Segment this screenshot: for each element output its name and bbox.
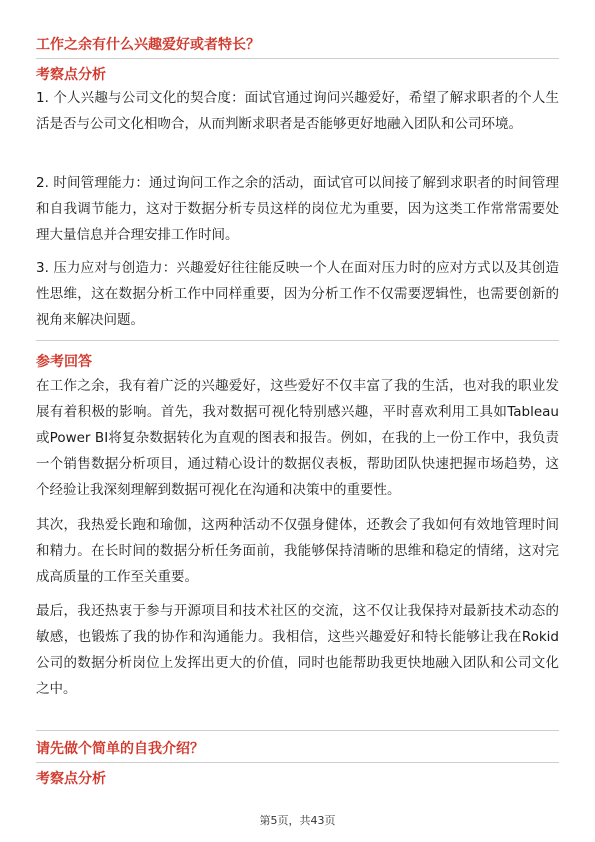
question-title: 工作之余有什么兴趣爱好或者特长？ — [36, 37, 260, 53]
answer-paragraph: 最后，我还热衷于参与开源项目和技术社区的交流，这不仅让我保持对最新技术动态的敏感，也锻炼了我的协作和沟通能力。我相信，这些兴趣爱好和特长能够让我在Rokid公司的数据分析岗位上发挥出更大的价值，同时也能帮助我更快地融入团队和公司文化之中。 — [36, 603, 559, 697]
divider — [36, 762, 559, 763]
divider — [36, 730, 559, 731]
answer-paragraph: 在工作之余，我有着广泛的兴趣爱好，这些爱好不仅丰富了我的生活，也对我的职业发展有着积极的影响。首先，我对数据可视化特别感兴趣，平时喜欢利用工具如Tableau或Power BI将复杂数据转化为直观的图表和报告。例如，在我的上一份工作中，我负责一个销售数据分析项目，通过精心设计的数据仪表板，帮助团队快速把握市场趋势，这个经验让我深刻理解到数据可视化在沟通和决策中的重要性。 — [36, 378, 559, 498]
question-title: 请先做个简单的自我介绍？ — [36, 741, 204, 757]
analysis-item: 2. 时间管理能力：通过询问工作之余的活动，面试官可以间接了解到求职者的时间管理和自我调节能力，这对于数据分析专员这样的岗位尤为重要，因为这类工作常常需要处理大量信息并合理安排工作时间。 — [36, 175, 559, 243]
analysis-heading: 考察点分析 — [36, 771, 106, 787]
analysis-heading: 考察点分析 — [36, 67, 106, 83]
answer-heading: 参考回答 — [36, 354, 92, 370]
analysis-item: 1. 个人兴趣与公司文化的契合度：面试官通过询问兴趣爱好，希望了解求职者的个人生活是否与公司文化相吻合，从而判断求职者是否能够更好地融入团队和公司环境。 — [36, 90, 559, 132]
page-number: 第5页，共43页 — [259, 814, 336, 827]
divider — [36, 58, 559, 59]
answer-paragraph: 其次，我热爱长跑和瑜伽，这两种活动不仅强身健体，还教会了我如何有效地管理时间和精力。在长时间的数据分析任务面前，我能够保持清晰的思维和稳定的情绪，这对完成高质量的工作至关重要。 — [36, 517, 559, 585]
divider — [36, 340, 559, 341]
analysis-item: 3. 压力应对与创造力：兴趣爱好往往能反映一个人在面对压力时的应对方式以及其创造性思维，这在数据分析工作中同样重要，因为分析工作不仅需要逻辑性，也需要创新的视角来解决问题。 — [36, 260, 559, 328]
